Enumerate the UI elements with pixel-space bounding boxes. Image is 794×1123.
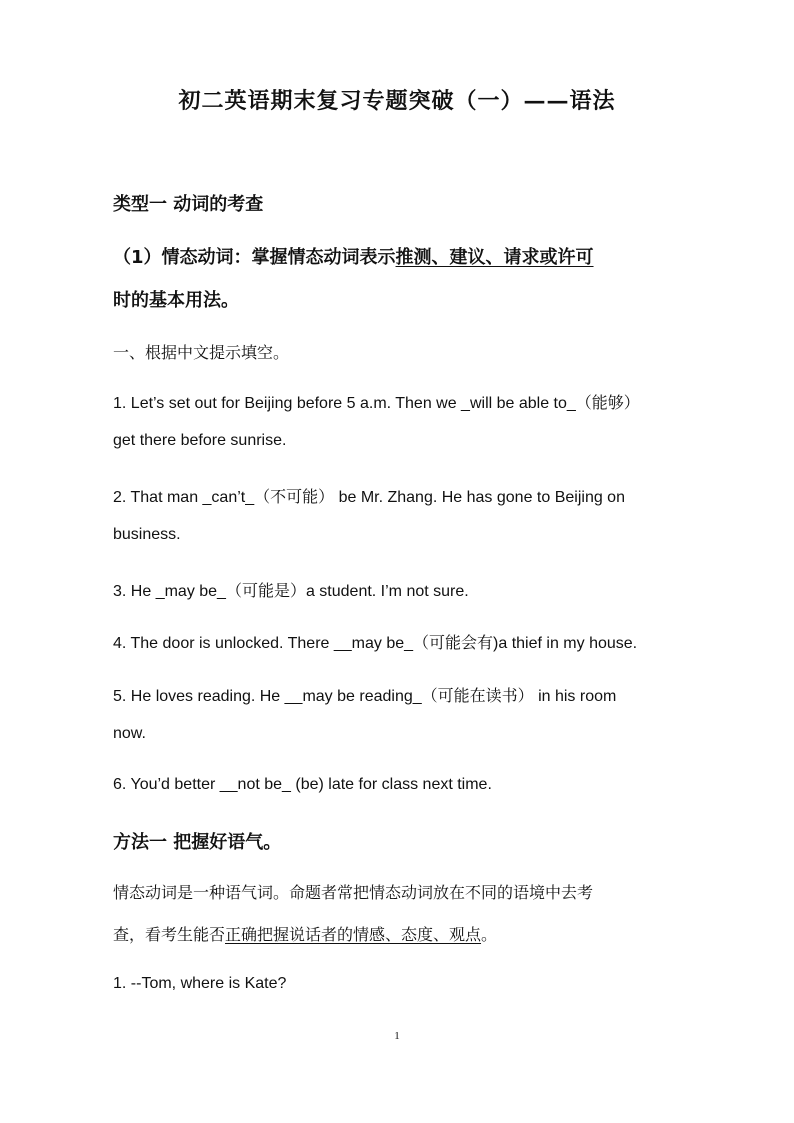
question-3: 3. He _may be_（可能是）a student. I’m not sure. [113, 583, 469, 600]
question-5-line1: 5. He loves reading. He __may be reading_（可能在读书） in his room [113, 688, 617, 705]
method1-line1: 情态动词是一种语气词。命题者常把情态动词放在不同的语境中去考 [113, 883, 594, 902]
method1-line2-underlined: 正确把握说话者的情感、态度、观点 [225, 925, 482, 944]
method1-line2 [113, 922, 703, 945]
page-number: 1 [394, 1030, 400, 1042]
question-2-line2: business. [113, 526, 181, 543]
dialogue-question-1: 1. --Tom, where is Kate? [113, 975, 287, 992]
modal-verbs-prefix: （1）情态动词：掌握情态动词表示 [113, 247, 396, 268]
modal-verbs-line1 [113, 243, 703, 269]
question-1-line1: 1. Let’s set out for Beijing before 5 a.m. Then we _will be able to_（能够） [113, 395, 640, 412]
modal-verbs-underlined: 推测、建议、请求或许可 [395, 247, 594, 268]
method1-heading: 方法一 把握好语气。 [113, 832, 282, 853]
method1-line2-prefix: 查，看考生能否 [113, 925, 226, 944]
method1-line2-suffix: 。 [481, 925, 498, 944]
question-1-line2: get there before sunrise. [113, 432, 287, 449]
page-title: 初二英语期末复习专题突破（一）——语法 [178, 88, 616, 114]
question-5-line2: now. [113, 725, 146, 742]
question-6: 6. You’d better __not be_ (be) late for class next time. [113, 776, 492, 793]
exercise-heading: 一、根据中文提示填空。 [113, 343, 290, 362]
modal-verbs-line2: 时的基本用法。 [113, 290, 239, 311]
section-heading-type1: 类型一 动词的考查 [113, 194, 264, 215]
question-4: 4. The door is unlocked. There __may be_（可能会有)a thief in my house. [113, 635, 638, 652]
question-2-line1: 2. That man _can’t_（不可能） be Mr. Zhang. He has gone to Beijing on [113, 489, 625, 506]
